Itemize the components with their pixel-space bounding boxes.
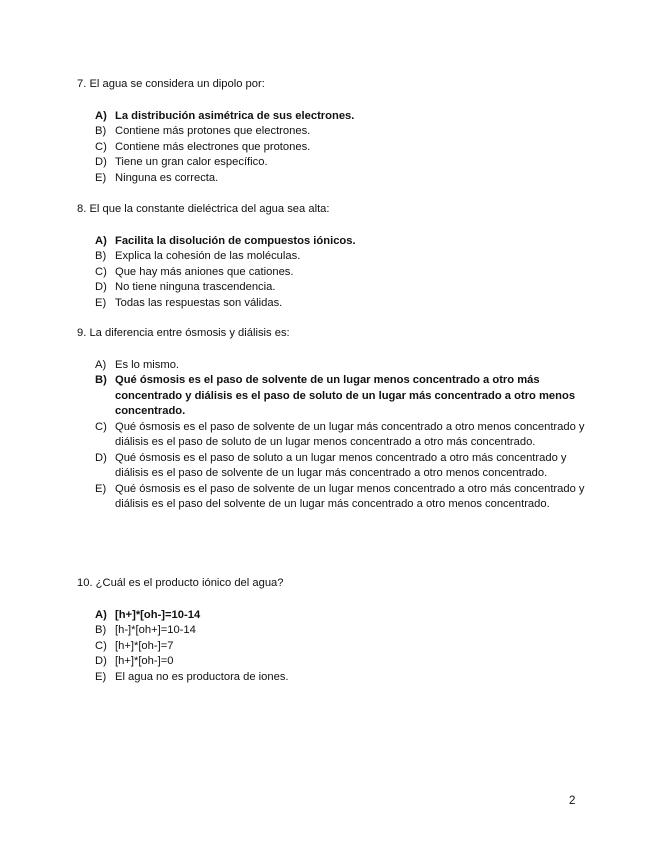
option-letter: B) (95, 624, 107, 636)
option-text: Qué ósmosis es el paso de solvente de un lugar menos concentrado a otro más concentrado y diálisis es el paso del solvente de un lugar más concentrado a otro menos concentrado. (115, 482, 585, 510)
question-7 (77, 77, 587, 186)
option-a (95, 358, 587, 374)
option-letter: C) (95, 265, 107, 278)
option-letter: C) (95, 140, 107, 153)
option-letter: E) (95, 482, 107, 495)
option-text: [h+]*[oh-]=7 (115, 639, 174, 652)
option-letter: E) (95, 670, 107, 683)
question-8 (77, 202, 587, 311)
option-e (95, 482, 587, 513)
option-letter: B) (95, 125, 107, 137)
option-a-correct (95, 109, 587, 125)
question-10 (77, 576, 587, 685)
options-list (77, 358, 587, 513)
options-list (77, 608, 587, 686)
question-text: 8. El que la constante dieléctrica del agua sea alta: (77, 203, 330, 215)
option-letter: B) (95, 374, 107, 386)
option-letter: D) (95, 281, 107, 293)
option-letter: E) (95, 171, 107, 184)
option-text: Qué ósmosis es el paso de solvente de un lugar más concentrado a otro menos concentrado y diálisis es el paso de soluto de un lugar menos concentrado a otro más concentrado. (115, 420, 585, 448)
option-text: Contiene más electrones que protones. (115, 140, 311, 153)
option-e (95, 296, 587, 312)
option-letter: C) (95, 639, 107, 652)
option-text: Explica la cohesión de las moléculas. (115, 250, 301, 262)
page-number: 2 (569, 795, 576, 807)
options-list (77, 234, 587, 312)
option-letter: A) (95, 234, 107, 247)
option-text: Todas las respuestas son válidas. (115, 296, 283, 309)
option-a-correct (95, 234, 587, 250)
option-c (95, 265, 587, 281)
question-9 (77, 326, 587, 513)
option-e (95, 171, 587, 187)
question-text: 7. El agua se considera un dipolo por: (77, 78, 265, 90)
option-text: Ninguna es correcta. (115, 171, 219, 184)
option-text: Facilita la disolución de compuestos iónicos. (115, 234, 356, 247)
option-d (95, 451, 587, 482)
option-letter: A) (95, 358, 107, 371)
option-text: Es lo mismo. (115, 358, 180, 371)
option-b (95, 249, 587, 265)
option-text: El agua no es productora de iones. (115, 670, 289, 683)
option-d (95, 155, 587, 171)
option-letter: A) (95, 109, 107, 122)
option-c (95, 639, 587, 655)
option-b (95, 124, 587, 140)
option-c (95, 140, 587, 156)
option-text: Contiene más protones que electrones. (115, 125, 311, 137)
option-letter: D) (95, 655, 107, 667)
option-c (95, 420, 587, 451)
option-text: No tiene ninguna trascendencia. (115, 281, 276, 293)
option-letter: C) (95, 420, 107, 433)
option-letter: A) (95, 608, 107, 621)
option-letter: E) (95, 296, 107, 309)
option-text: [h+]*[oh-]=10-14 (115, 608, 201, 621)
option-a-correct (95, 608, 587, 624)
question-text: 9. La diferencia entre ósmosis y diálisis es: (77, 327, 290, 339)
option-d (95, 654, 587, 670)
options-list (77, 109, 587, 187)
option-text: La distribución asimétrica de sus electrones. (115, 109, 355, 122)
option-b-correct (95, 373, 587, 420)
option-text: [h+]*[oh-]=0 (115, 655, 174, 667)
question-text: 10. ¿Cuál es el producto iónico del agua? (77, 577, 284, 589)
option-e (95, 670, 587, 686)
option-b (95, 623, 587, 639)
option-letter: D) (95, 156, 107, 168)
option-d (95, 280, 587, 296)
option-text: Que hay más aniones que cationes. (115, 265, 294, 278)
option-text: Qué ósmosis es el paso de soluto a un lugar menos concentrado a otro más concentrado y diálisis es el paso de solvente de un lugar más concentrado a otro menos concentrado. (115, 451, 567, 479)
option-letter: D) (95, 451, 107, 464)
option-text: Qué ósmosis es el paso de solvente de un lugar menos concentrado a otro más concentrado y diálisis es el paso de soluto de un lugar más concentrado a otro menos concentrado. (115, 374, 576, 417)
option-text: Tiene un gran calor específico. (115, 156, 268, 168)
option-letter: B) (95, 250, 107, 262)
option-text: [h-]*[oh+]=10-14 (115, 624, 196, 636)
